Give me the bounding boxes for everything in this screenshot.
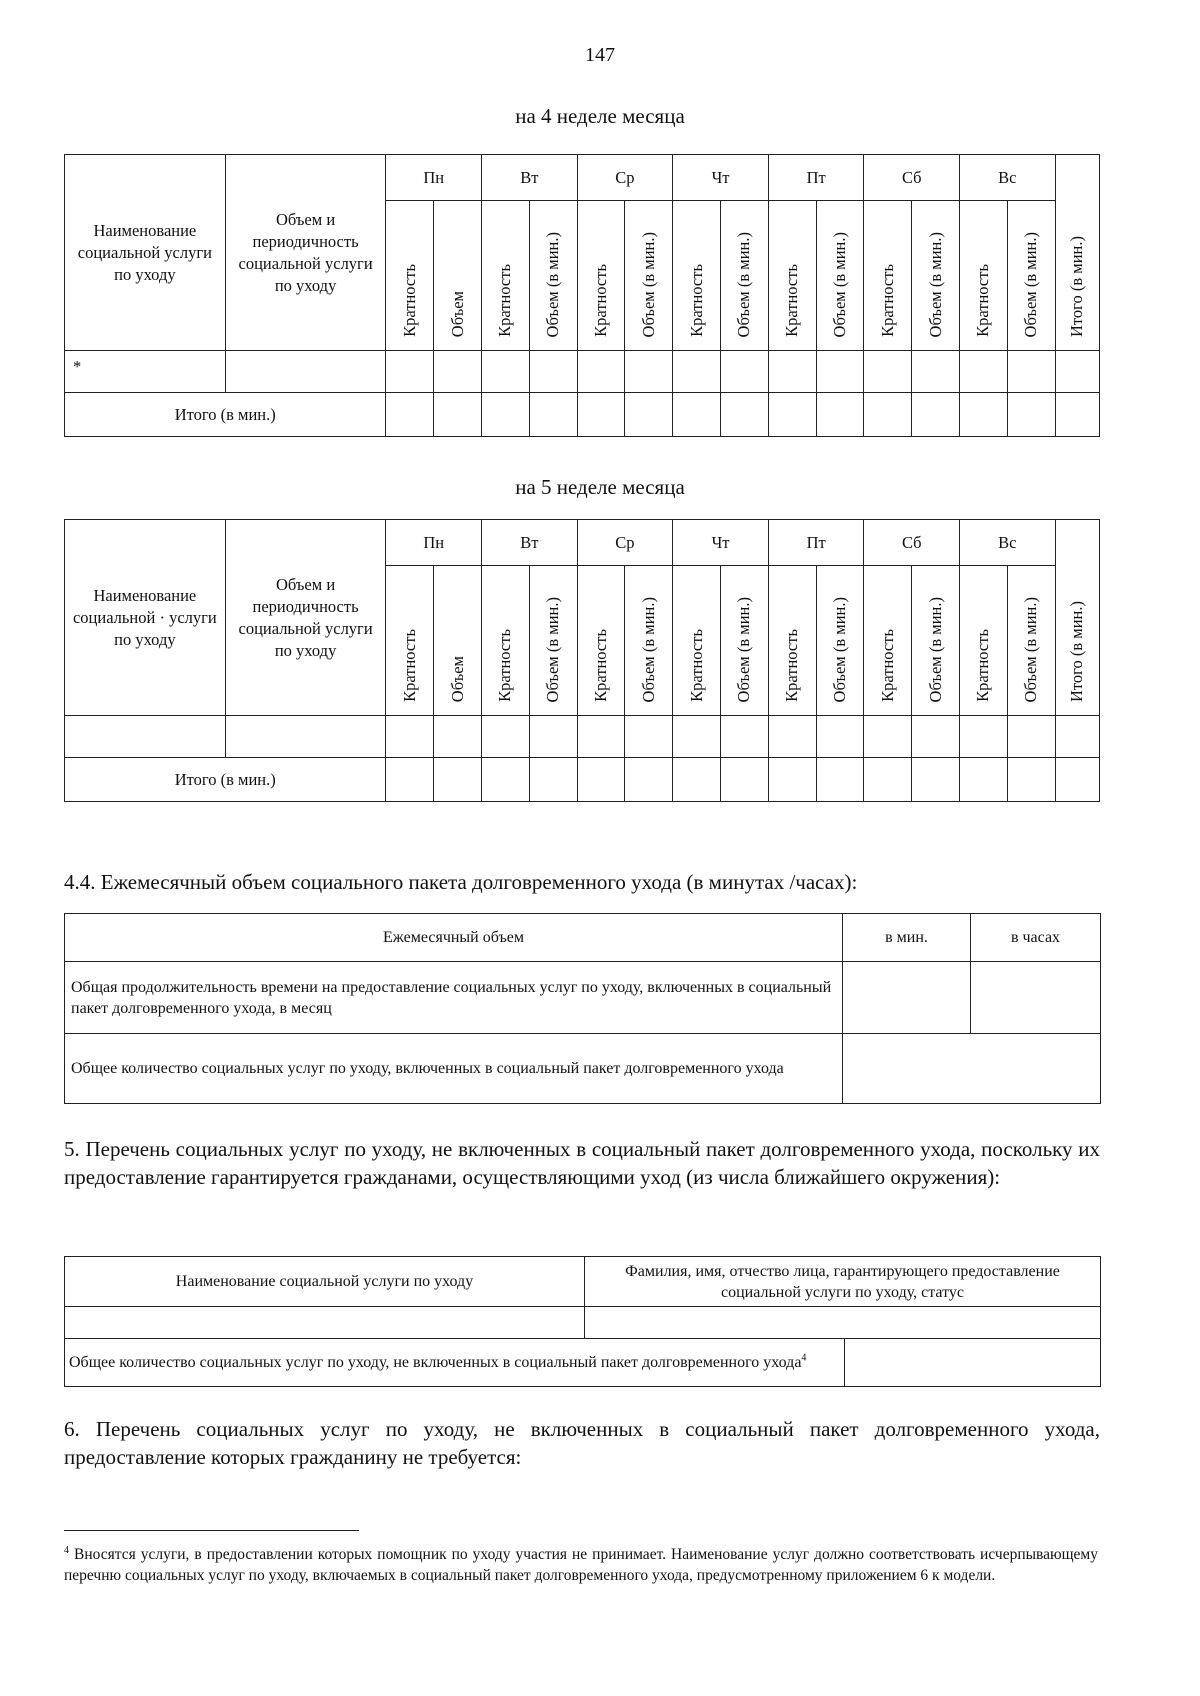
cell-guarantor-empty bbox=[585, 1307, 1101, 1339]
data-cell bbox=[816, 351, 864, 393]
sub-header-frequency bbox=[673, 201, 721, 351]
sub-header-frequency bbox=[768, 566, 816, 716]
data-cell bbox=[864, 716, 912, 758]
day-header: Сб bbox=[864, 520, 960, 566]
col-header-total-text: Итого (в мин.) bbox=[1067, 235, 1087, 337]
sub-header-frequency bbox=[960, 201, 1008, 351]
data-cell bbox=[1007, 716, 1055, 758]
col-header-total bbox=[1055, 520, 1099, 716]
row-not-included-total bbox=[65, 1339, 845, 1387]
section-4-4-heading: 4.4. Ежемесячный объем социального пакета долговременного ухода (в минутах /часах): bbox=[64, 870, 858, 894]
data-cell bbox=[721, 351, 769, 393]
data-cell bbox=[960, 716, 1008, 758]
cell-service-empty bbox=[65, 1307, 585, 1339]
day-header: Чт bbox=[673, 520, 769, 566]
total-cell bbox=[1007, 758, 1055, 802]
day-header: Пт bbox=[768, 520, 864, 566]
total-cell bbox=[816, 393, 864, 437]
sub-header-text: Кратность bbox=[399, 629, 419, 702]
data-cell bbox=[1055, 351, 1099, 393]
cell-count-value bbox=[843, 1034, 1101, 1104]
total-cell bbox=[625, 758, 673, 802]
col-header-service-name-text: Наименование социальной · услуги по уходу bbox=[72, 585, 217, 649]
col-header-total-text: Итого (в мин.) bbox=[1067, 600, 1087, 702]
data-cell bbox=[912, 351, 960, 393]
sub-header-text: Объем (в мин.) bbox=[1021, 596, 1041, 702]
sub-header-frequency bbox=[386, 201, 434, 351]
data-cell bbox=[529, 351, 577, 393]
data-cell bbox=[386, 716, 434, 758]
total-cell bbox=[960, 393, 1008, 437]
total-cell bbox=[386, 758, 434, 802]
sub-header-text: Объем (в мин.) bbox=[734, 231, 754, 337]
sub-header-frequency bbox=[864, 566, 912, 716]
total-cell bbox=[577, 758, 625, 802]
col-header-volume-text: Объем и периодичность социальной услуги по уходу bbox=[238, 574, 373, 660]
sub-header-text: Кратность bbox=[399, 264, 419, 337]
sub-header-text: Объем (в мин.) bbox=[1021, 231, 1041, 337]
sub-header-volume bbox=[816, 201, 864, 351]
sub-header-text: Кратность bbox=[782, 264, 802, 337]
sub-header-text: Объем (в мин.) bbox=[925, 231, 945, 337]
sub-header-frequency bbox=[386, 566, 434, 716]
sub-header-frequency bbox=[482, 201, 530, 351]
footnote-text: Вносятся услуги, в предоставлении которых помощник по уходу участия не принимает. Наименование услуг должно соответствовать исчерпывающему перечню социальных услуг по уходу, включаемых в социальный пакет долговременного ухода, предусмотренному приложением 6 к модели. bbox=[64, 1546, 1098, 1584]
sub-header-text: Объем (в мин.) bbox=[734, 596, 754, 702]
data-cell bbox=[434, 351, 482, 393]
sub-header-frequency bbox=[768, 201, 816, 351]
sub-header-volume bbox=[721, 566, 769, 716]
data-cell bbox=[482, 716, 530, 758]
sub-header-text: Кратность bbox=[495, 264, 515, 337]
day-header: Пт bbox=[768, 155, 864, 201]
sub-header-text: Кратность bbox=[686, 264, 706, 337]
data-cell bbox=[768, 351, 816, 393]
col-header-monthly-volume: Ежемесячный объем bbox=[65, 914, 843, 962]
sub-header-text: Объем (в мин.) bbox=[925, 596, 945, 702]
cell-duration-hours bbox=[971, 962, 1101, 1034]
sub-header-volume bbox=[529, 566, 577, 716]
section-5-heading: 5. Перечень социальных услуг по уходу, не включенных в социальный пакет долговременного ухода, поскольку их предоставление гарантируется гражданами, осуществляющими уход (из числа ближайшего окружения): bbox=[64, 1137, 1100, 1189]
footnote-divider bbox=[64, 1530, 359, 1531]
total-cell bbox=[386, 393, 434, 437]
data-cell bbox=[673, 716, 721, 758]
week-4-caption: на 4 неделе месяца bbox=[515, 104, 685, 128]
sub-header-volume bbox=[1007, 566, 1055, 716]
sub-header-volume bbox=[625, 566, 673, 716]
col-header-minutes: в мин. bbox=[843, 914, 971, 962]
sub-header-volume bbox=[625, 201, 673, 351]
data-cell bbox=[434, 716, 482, 758]
week-4-table bbox=[64, 154, 1100, 437]
sub-header-volume bbox=[721, 201, 769, 351]
total-cell bbox=[482, 393, 530, 437]
cell-not-included-count bbox=[845, 1339, 1101, 1387]
day-header: Вт bbox=[482, 520, 578, 566]
total-cell bbox=[673, 758, 721, 802]
sub-header-frequency bbox=[482, 566, 530, 716]
data-cell bbox=[577, 351, 625, 393]
data-cell bbox=[768, 716, 816, 758]
sub-header-text: Объем bbox=[447, 290, 467, 337]
data-cell bbox=[577, 716, 625, 758]
sub-header-text: Объем (в мин.) bbox=[543, 231, 563, 337]
day-header: Чт bbox=[673, 155, 769, 201]
sub-header-text: Кратность bbox=[877, 629, 897, 702]
data-cell bbox=[1055, 716, 1099, 758]
day-header: Ср bbox=[577, 155, 673, 201]
sub-header-volume bbox=[1007, 201, 1055, 351]
total-cell bbox=[912, 393, 960, 437]
col-header-service-name bbox=[65, 520, 226, 716]
sub-header-text: Кратность bbox=[591, 629, 611, 702]
total-cell bbox=[434, 393, 482, 437]
cell-duration-minutes bbox=[843, 962, 971, 1034]
caregiver-services-table bbox=[64, 1256, 1101, 1387]
day-header: Пн bbox=[386, 520, 482, 566]
total-cell bbox=[816, 758, 864, 802]
footnote bbox=[64, 1544, 1098, 1586]
footnote-ref: 4 bbox=[801, 1352, 807, 1364]
sub-header-volume bbox=[816, 566, 864, 716]
day-header: Ср bbox=[577, 520, 673, 566]
sub-header-text: Объем (в мин.) bbox=[543, 596, 563, 702]
footnote-mark: 4 bbox=[64, 1544, 69, 1556]
data-cell bbox=[912, 716, 960, 758]
total-cell bbox=[625, 393, 673, 437]
total-cell bbox=[1055, 758, 1099, 802]
sub-header-text: Кратность bbox=[782, 629, 802, 702]
total-cell bbox=[529, 393, 577, 437]
day-header: Вс bbox=[960, 520, 1056, 566]
sub-header-text: Кратность bbox=[973, 264, 993, 337]
data-cell bbox=[816, 716, 864, 758]
data-cell bbox=[1007, 351, 1055, 393]
col-header-volume bbox=[225, 520, 386, 716]
total-cell bbox=[768, 758, 816, 802]
data-cell bbox=[625, 351, 673, 393]
sub-header-text: Объем (в мин.) bbox=[830, 231, 850, 337]
data-cell bbox=[673, 351, 721, 393]
total-cell bbox=[1007, 393, 1055, 437]
sub-header-text: Объем (в мин.) bbox=[638, 231, 658, 337]
total-row-label: Итого (в мин.) bbox=[65, 393, 386, 437]
sub-header-text: Кратность bbox=[973, 629, 993, 702]
total-cell bbox=[721, 758, 769, 802]
page-number: 147 bbox=[585, 44, 615, 66]
total-cell bbox=[864, 393, 912, 437]
section-6-heading: 6. Перечень социальных услуг по уходу, не включенных в социальный пакет долговременного ухода, предоставление которых гражданину не требуется: bbox=[64, 1417, 1100, 1469]
sub-header-frequency bbox=[577, 201, 625, 351]
total-row-label: Итого (в мин.) bbox=[65, 758, 386, 802]
data-cell bbox=[721, 716, 769, 758]
total-cell bbox=[482, 758, 530, 802]
col-header-hours: в часах bbox=[971, 914, 1101, 962]
data-row-mark: * bbox=[65, 351, 226, 393]
total-cell bbox=[1055, 393, 1099, 437]
monthly-volume-table bbox=[64, 913, 1101, 1104]
total-cell bbox=[529, 758, 577, 802]
week-5-caption: на 5 неделе месяца bbox=[515, 475, 685, 499]
col-header-service-name-text: Наименование социальной услуги по уходу bbox=[77, 220, 212, 284]
data-cell bbox=[386, 351, 434, 393]
not-included-total-text: Общее количество социальных услуг по уходу, не включенных в социальный пакет долговременного ухода bbox=[69, 1354, 802, 1371]
sub-header-volume bbox=[434, 566, 482, 716]
week-5-table bbox=[64, 519, 1100, 802]
data-cell bbox=[482, 351, 530, 393]
data-cell bbox=[225, 716, 386, 758]
data-cell bbox=[864, 351, 912, 393]
col-header-total bbox=[1055, 155, 1099, 351]
col-header-service-name bbox=[65, 155, 226, 351]
data-cell bbox=[529, 716, 577, 758]
sub-header-volume bbox=[529, 201, 577, 351]
data-cell bbox=[625, 716, 673, 758]
col-header-service-name: Наименование социальной услуги по уходу bbox=[65, 1257, 585, 1307]
col-header-guarantor: Фамилия, имя, отчество лица, гарантирующего предоставление социальной услуги по уходу, статус bbox=[585, 1257, 1101, 1307]
sub-header-text: Кратность bbox=[591, 264, 611, 337]
sub-header-text: Объем (в мин.) bbox=[638, 596, 658, 702]
day-header: Сб bbox=[864, 155, 960, 201]
sub-header-frequency bbox=[960, 566, 1008, 716]
day-header: Вт bbox=[482, 155, 578, 201]
row-total-count: Общее количество социальных услуг по уходу, включенных в социальный пакет долговременного ухода bbox=[65, 1034, 843, 1104]
sub-header-frequency bbox=[577, 566, 625, 716]
sub-header-frequency bbox=[864, 201, 912, 351]
data-cell bbox=[960, 351, 1008, 393]
sub-header-volume bbox=[434, 201, 482, 351]
col-header-volume bbox=[225, 155, 386, 351]
total-cell bbox=[864, 758, 912, 802]
data-row-mark bbox=[65, 716, 226, 758]
sub-header-volume bbox=[912, 566, 960, 716]
data-cell bbox=[225, 351, 386, 393]
sub-header-volume bbox=[912, 201, 960, 351]
total-cell bbox=[721, 393, 769, 437]
total-cell bbox=[577, 393, 625, 437]
total-cell bbox=[673, 393, 721, 437]
col-header-volume-text: Объем и периодичность социальной услуги по уходу bbox=[238, 209, 373, 295]
sub-header-text: Кратность bbox=[495, 629, 515, 702]
day-header: Вс bbox=[960, 155, 1056, 201]
total-cell bbox=[960, 758, 1008, 802]
sub-header-frequency bbox=[673, 566, 721, 716]
day-header: Пн bbox=[386, 155, 482, 201]
sub-header-text: Кратность bbox=[877, 264, 897, 337]
sub-header-text: Объем (в мин.) bbox=[830, 596, 850, 702]
total-cell bbox=[912, 758, 960, 802]
total-cell bbox=[768, 393, 816, 437]
sub-header-text: Объем bbox=[447, 655, 467, 702]
row-total-duration: Общая продолжительность времени на предоставление социальных услуг по уходу, включенных в социальный пакет долговременного ухода, в месяц bbox=[65, 962, 843, 1034]
sub-header-text: Кратность bbox=[686, 629, 706, 702]
total-cell bbox=[434, 758, 482, 802]
